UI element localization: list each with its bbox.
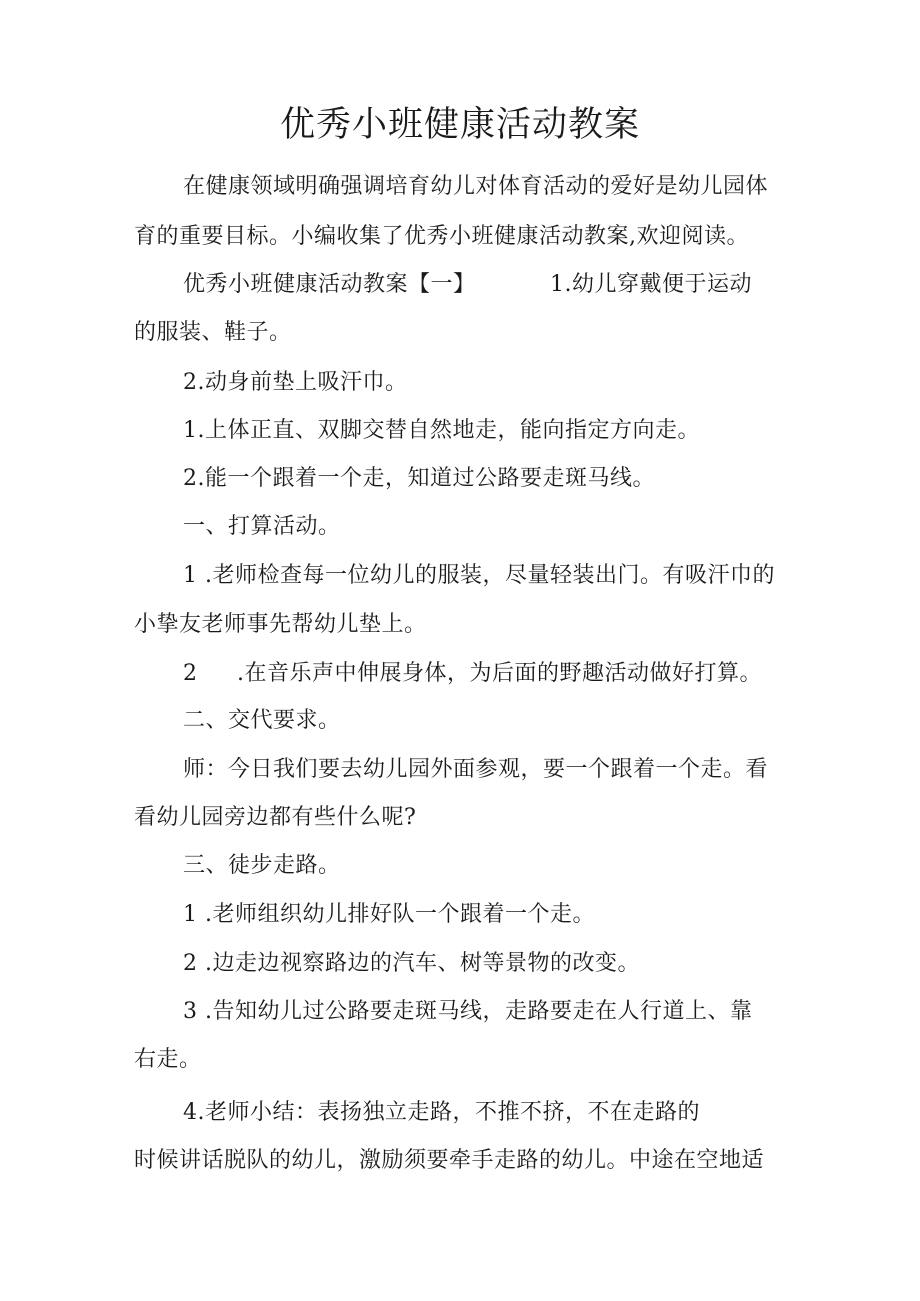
prep-item-2: 2.动身前垫上吸汗巾。 xyxy=(183,370,408,395)
step3-item4-line2: 时候讲话脱队的幼儿，激励须要牵手走路的幼儿。中途在空地适 xyxy=(134,1148,765,1173)
section-heading: 优秀小班健康活动教案【一】 xyxy=(183,272,476,297)
step1-heading: 一、打算活动。 xyxy=(183,514,341,539)
step3-item2: 2 .边走边视察路边的汽车、树等景物的改变。 xyxy=(183,951,640,976)
step3-item4-line1: 4.老师小结：表扬独立走路，不推不挤，不在走路的 xyxy=(183,1100,700,1125)
goal-item-2: 2.能一个跟着一个走，知道过公路要走斑马线。 xyxy=(183,466,655,491)
step3-heading: 三、徒步走路。 xyxy=(183,853,341,878)
intro-line-1: 在健康领域明确强调培育幼儿对体育活动的爱好是幼儿园体 xyxy=(183,174,769,199)
step1-item2-text: .在音乐声中伸展身体，为后面的野趣活动做好打算。 xyxy=(237,661,762,686)
prep-item-1: 1.幼儿穿戴便于运动 xyxy=(550,272,752,297)
step3-item3-line2: 右走。 xyxy=(134,1047,202,1072)
step1-item1-line2: 小挚友老师事先帮幼儿垫上。 xyxy=(134,612,427,637)
step3-item3-line1: 3 .告知幼儿过公路要走斑马线，走路要走在人行道上、靠 xyxy=(183,999,753,1024)
step2-heading: 二、交代要求。 xyxy=(183,708,341,733)
step3-item1: 1 .老师组织幼儿排好队一个跟着一个走。 xyxy=(183,902,595,927)
document-title: 优秀小班健康活动教案 xyxy=(279,105,640,145)
step1-item2-number: 2 xyxy=(183,661,198,686)
step1-item1-line1: 1 .老师检查每一位幼儿的服装，尽量轻装出门。有吸汗巾的 xyxy=(183,563,775,588)
step1-item2 xyxy=(183,659,762,689)
prep-item-1-continued: 的服装、鞋子。 xyxy=(134,320,292,345)
goal-item-1: 1.上体正直、双脚交替自然地走，能向指定方向走。 xyxy=(183,418,700,443)
intro-line-2: 育的重要目标。小编收集了优秀小班健康活动教案,欢迎阅读。 xyxy=(134,224,749,249)
step2-line2: 看幼儿园旁边都有些什么呢? xyxy=(134,805,417,830)
step2-line1: 师：今日我们要去幼儿园外面参观，要一个跟着一个走。看 xyxy=(183,757,769,782)
